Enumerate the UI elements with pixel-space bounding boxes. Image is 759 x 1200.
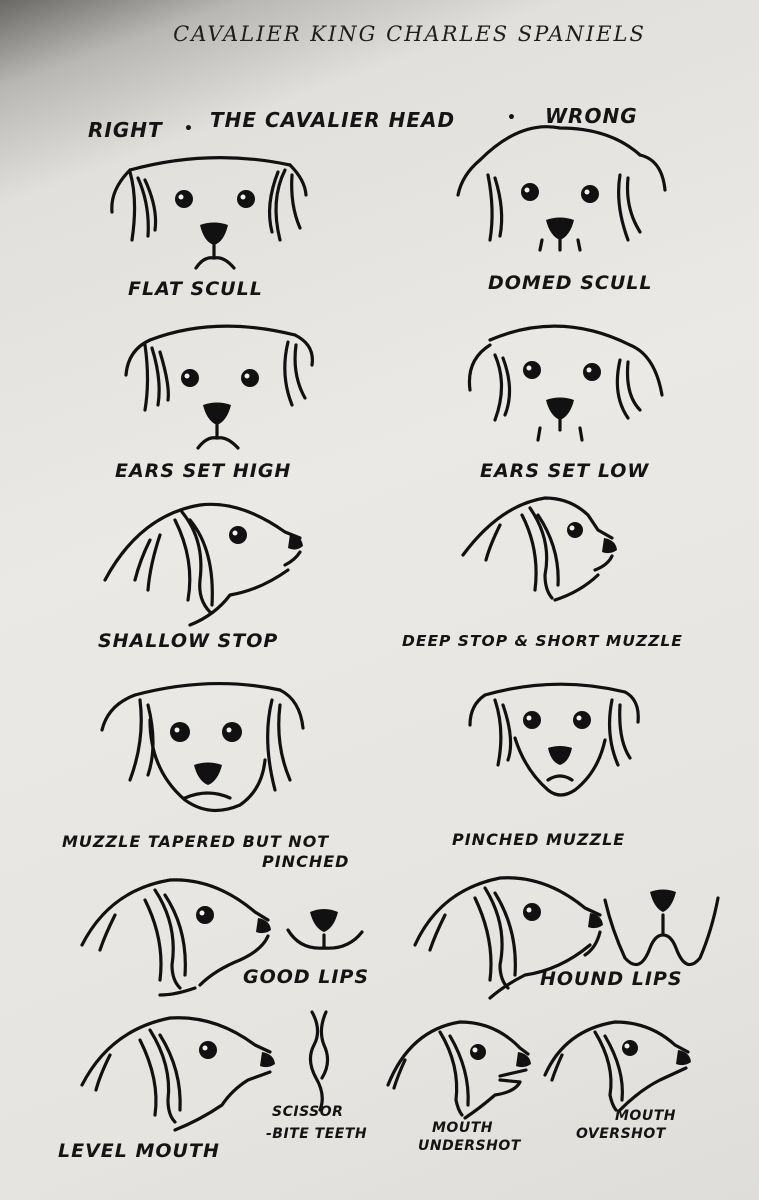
dog-head-domed-skull (458, 127, 665, 250)
dog-head-ears-set-low (469, 326, 662, 440)
label-overshot-line2: OVERSHOT (576, 1126, 666, 1142)
right-heading: RIGHT (88, 118, 163, 142)
mouth-detail-good-lips (288, 909, 362, 948)
chart-title: THE CAVALIER HEAD (210, 108, 456, 132)
label-undershot-line2: UNDERSHOT (418, 1138, 521, 1154)
label-undershot-line1: MOUTH (432, 1120, 493, 1136)
label-hound-lips: HOUND LIPS (540, 968, 683, 990)
bullet-right: • (507, 110, 517, 126)
label-muzzle-tapered-line1: MUZZLE TAPERED BUT NOT (62, 832, 330, 851)
dog-head-pinched-muzzle (470, 684, 638, 795)
dog-profile-undershot (388, 1022, 531, 1118)
bullet-left: • (184, 121, 194, 137)
label-shallow-stop: SHALLOW STOP (98, 630, 279, 652)
mouth-detail-hound-lips (605, 890, 718, 965)
dog-profile-deep-stop (463, 498, 617, 600)
label-pinched-muzzle: PINCHED MUZZLE (452, 830, 626, 849)
label-muzzle-tapered-line2: PINCHED (262, 852, 350, 871)
label-scissor-line1: SCISSOR (272, 1104, 344, 1120)
dog-profile-level-mouth (82, 1018, 275, 1130)
label-scissor-line2: -BITE TEETH (266, 1126, 368, 1142)
label-level-mouth: LEVEL MOUTH (58, 1140, 220, 1162)
dog-head-flat-skull (112, 158, 306, 268)
dog-profile-overshot (545, 1022, 691, 1110)
wrong-heading: WRONG (545, 104, 638, 128)
dog-head-muzzle-tapered (102, 684, 303, 811)
scissor-bite-teeth (310, 1012, 327, 1110)
dog-head-ears-set-high (126, 326, 312, 448)
label-domed-scull: DOMED SCULL (488, 272, 653, 294)
label-deep-stop: DEEP STOP & SHORT MUZZLE (402, 632, 683, 650)
dog-profile-shallow-stop (105, 504, 303, 625)
page-header: CAVALIER KING CHARLES SPANIELS (173, 22, 646, 46)
label-overshot-line1: MOUTH (615, 1108, 676, 1124)
label-good-lips: GOOD LIPS (243, 966, 370, 988)
label-ears-set-high: EARS SET HIGH (115, 460, 292, 482)
label-flat-scull: FLAT SCULL (128, 278, 263, 300)
label-ears-set-low: EARS SET LOW (480, 460, 650, 482)
